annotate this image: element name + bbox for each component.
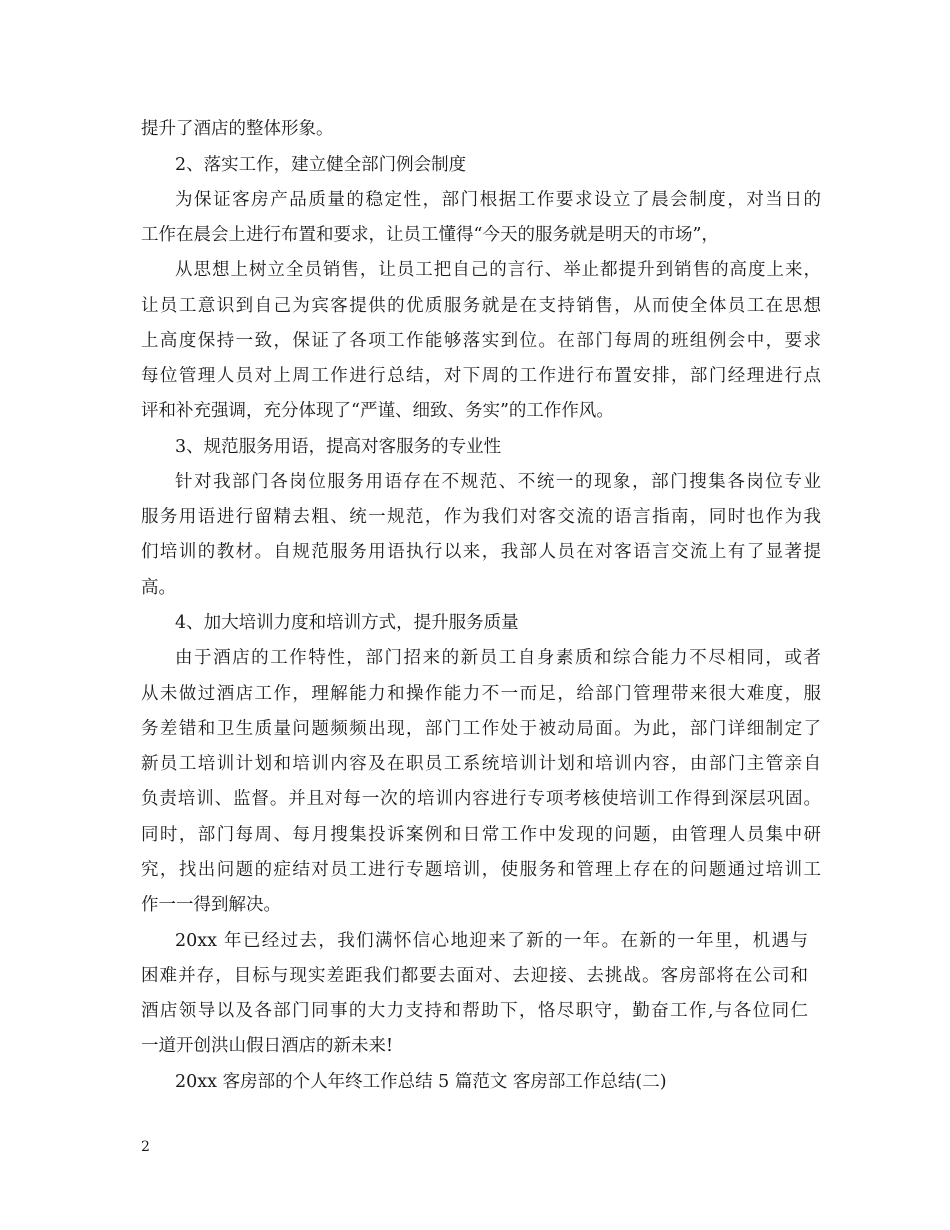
text-line: 由于酒店的工作特性，部门招来的新员工自身素质和综合能力不尽相同，或者 [175, 648, 821, 668]
section-heading: 4、加大培训力度和培训方式，提升服务质量 [175, 613, 519, 633]
text-line: 同时，部门每周、每月搜集投诉案例和日常工作中发现的问题，由管理人员集中研 [141, 825, 821, 845]
text-line: 上高度保持一致，保证了各项工作能够落实到位。在部门每周的班组例会中，要求 [141, 331, 821, 351]
section-heading: 3、规范服务用语，提高对客服务的专业性 [175, 437, 502, 457]
text-line: 困难并存，目标与现实差距我们都要去面对、去迎接、去挑战。客房部将在公司和 [141, 966, 808, 986]
text-line: 针对我部门各岗位服务用语存在不规范、不统一的现象，部门搜集各岗位专业 [175, 472, 821, 492]
text-line: 负责培训、监督。并且对每一次的培训内容进行专项考核使培训工作得到深层巩固。 [141, 789, 821, 809]
text-line: 们培训的教材。自规范服务用语执行以来，我部人员在对客语言交流上有了显著提 [141, 542, 821, 562]
text-line: 提升了酒店的整体形象。 [141, 119, 334, 139]
text-line: 作一一得到解决。 [141, 895, 281, 915]
text-line: 服务用语进行留精去粗、统一规范，作为我们对客交流的语言指南，同时也作为我 [141, 507, 821, 527]
section-heading: 2、落实工作，建立健全部门例会制度 [175, 155, 467, 175]
text-line: 每位管理人员对上周工作进行总结，对下周的工作进行布置安排，部门经理进行点 [141, 366, 821, 386]
text-line: 新员工培训计划和培训内容及在职员工系统培训计划和培训内容，由部门主管亲自 [141, 754, 821, 774]
page-number: 2 [141, 1139, 150, 1155]
text-line: 从未做过酒店工作，理解能力和操作能力不一而足，给部门管理带来很大难度，服 [141, 684, 821, 704]
text-line: 20xx 年已经过去，我们满怀信心地迎来了新的一年。在新的一年里，机遇与 [175, 931, 808, 951]
text-line: 工作在晨会上进行布置和要求，让员工懂得“今天的服务就是明天的市场”， [141, 225, 719, 245]
text-line: 从思想上树立全员销售，让员工把自己的言行、举止都提升到销售的高度上来， [175, 260, 821, 280]
text-line: 高。 [141, 578, 176, 598]
text-line: 务差错和卫生质量问题频频出现，部门工作处于被动局面。为此，部门详细制定了 [141, 719, 821, 739]
text-line: 让员工意识到自己为宾客提供的优质服务就是在支持销售，从而使全体员工在思想 [141, 296, 821, 316]
text-line: 究，找出问题的症结对员工进行专题培训，使服务和管理上存在的问题通过培训工 [141, 860, 821, 880]
text-line: 一道开创洪山假日酒店的新未来! [141, 1036, 394, 1056]
section-heading: 20xx 客房部的个人年终工作总结 5 篇范文 客房部工作总结(二) [175, 1072, 667, 1092]
text-line: 酒店领导以及各部门同事的大力支持和帮助下，恪尽职守，勤奋工作,与各位同仁 [141, 1001, 808, 1021]
text-line: 评和补充强调，充分体现了“严谨、细致、务实”的工作作风。 [141, 401, 614, 421]
text-line: 为保证客房产品质量的稳定性，部门根据工作要求设立了晨会制度，对当日的 [175, 190, 821, 210]
